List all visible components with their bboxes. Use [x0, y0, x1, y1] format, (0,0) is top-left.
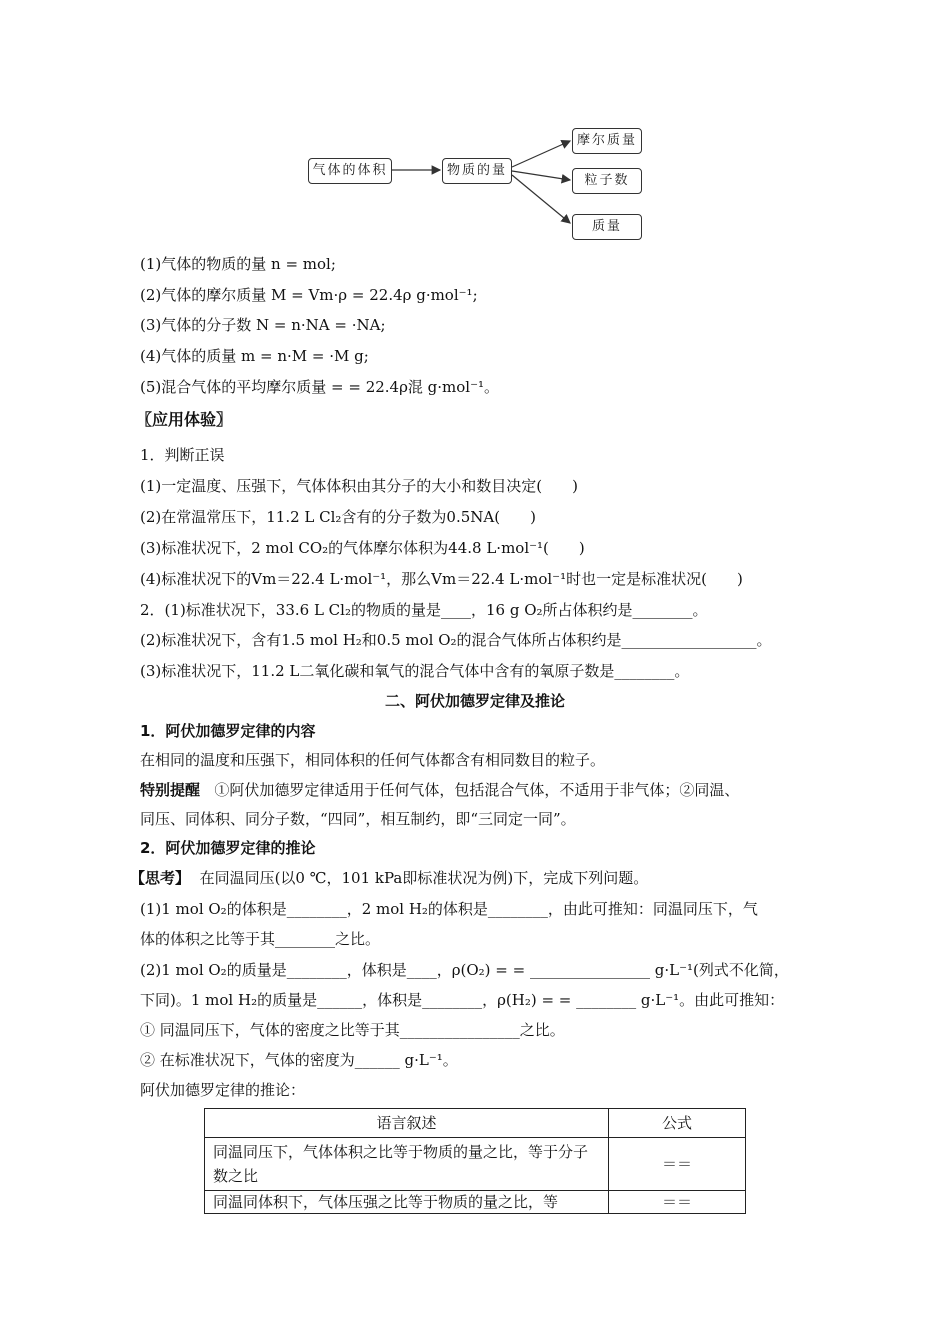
- box-mass: 质量: [572, 214, 642, 240]
- think-2-line-c: ① 同温同压下，气体的密度之比等于其________________之比。: [140, 1021, 565, 1039]
- think-label: 【思考】: [130, 869, 191, 887]
- q1-item-4: (4)标准状况下的Vm＝22.4 L·mol⁻¹，那么Vm＝22.4 L·mol⁻¹时也一定是标准状况( ): [140, 570, 743, 588]
- table-row: [205, 1191, 746, 1214]
- think-2-line-a: (2)1 mol O₂的质量是________，体积是____，ρ(O₂) = = ________________ g·L⁻¹(列式不化简，: [140, 961, 789, 979]
- think-2-line-d: ② 在标准状况下，气体的密度为______ g·L⁻¹。: [140, 1051, 458, 1069]
- q2-item-2: (2)标准状况下，含有1.5 mol H₂和0.5 mol O₂的混合气体所占体积约是__________________。: [140, 631, 772, 649]
- q1-item-3: (3)标准状况下，2 mol CO₂的气体摩尔体积为44.8 L·mol⁻¹( ): [140, 539, 585, 557]
- formula-5: (5)混合气体的平均摩尔质量 = = 22.4ρ混 g·mol⁻¹。: [140, 378, 500, 396]
- table-cell-statement: 同温同压下，气体体积之比等于物质的量之比，等于分子数之比: [205, 1138, 609, 1191]
- q1-title: 1．判断正误: [140, 446, 225, 464]
- section2-heading-1: 1．阿伏加德罗定律的内容: [140, 722, 316, 740]
- think-line: [130, 868, 648, 888]
- section2-paragraph-1: 在相同的温度和压强下，相同体积的任何气体都含有相同数目的粒子。: [140, 751, 606, 769]
- formula-4: (4)气体的质量 m = n·M = ·M g;: [140, 347, 369, 365]
- think-text: 在同温同压(以0 ℃，101 kPa即标准状况为例)下，完成下列问题。: [199, 869, 649, 887]
- inference-table: [204, 1108, 746, 1214]
- box-molar-mass: 摩尔质量: [572, 128, 642, 154]
- table-cell-formula: ＝＝: [609, 1138, 746, 1191]
- section2-title: 二、阿伏加德罗定律及推论: [384, 692, 565, 710]
- tip-line-2: 同压、同体积、同分子数，“四同”，相互制约，即“三同定一同”。: [140, 810, 576, 828]
- box-gas-volume: 气体的体积: [308, 158, 392, 184]
- table-header-row: [205, 1109, 746, 1138]
- table-header-formula: 公式: [609, 1109, 746, 1138]
- think-2-line-b: 下同)。1 mol H₂的质量是______，体积是________，ρ(H₂) = = ________ g·L⁻¹。由此可推知：: [140, 991, 785, 1009]
- formula-3: (3)气体的分子数 N = n·NA = ·NA;: [140, 316, 386, 334]
- q2-item-3: (3)标准状况下，11.2 L二氧化碳和氧气的混合气体中含有的氧原子数是________。: [140, 662, 690, 680]
- table-row: [205, 1138, 746, 1191]
- table-cell-statement: 同温同体积下，气体压强之比等于物质的量之比，等: [205, 1191, 609, 1214]
- q1-item-1: (1)一定温度、压强下，气体体积由其分子的大小和数目决定( ): [140, 477, 578, 495]
- formula-1: (1)气体的物质的量 n = mol;: [140, 255, 336, 273]
- section2-heading-2: 2．阿伏加德罗定律的推论: [140, 839, 316, 857]
- q2-item-1: 2．(1)标准状况下，33.6 L Cl₂的物质的量是____，16 g O₂所占体积约是________。: [140, 601, 708, 619]
- tip-line-1: [140, 780, 739, 800]
- tip-label: 特别提醒: [140, 781, 201, 799]
- section-practice-heading: 〖应用体验〗: [136, 410, 233, 429]
- table-header-statement: 语言叙述: [205, 1109, 609, 1138]
- box-particle-number: 粒子数: [572, 168, 642, 194]
- think-1-line-b: 体的体积之比等于其________之比。: [140, 930, 381, 948]
- formula-2: (2)气体的摩尔质量 M = Vm·ρ = 22.4ρ g·mol⁻¹;: [140, 286, 478, 304]
- inference-intro: 阿伏加德罗定律的推论：: [140, 1081, 306, 1099]
- q1-item-2: (2)在常温常压下，11.2 L Cl₂含有的分子数为0.5NA( ): [140, 508, 536, 526]
- think-1-line-a: (1)1 mol O₂的体积是________，2 mol H₂的体积是________，由此可推知：同温同压下，气: [140, 900, 758, 918]
- box-amount-of-substance: 物质的量: [442, 158, 512, 184]
- tip-text-1: ①阿伏加德罗定律适用于任何气体，包括混合气体，不适用于非气体；②同温、: [214, 781, 740, 799]
- table-cell-formula: ＝＝: [609, 1191, 746, 1214]
